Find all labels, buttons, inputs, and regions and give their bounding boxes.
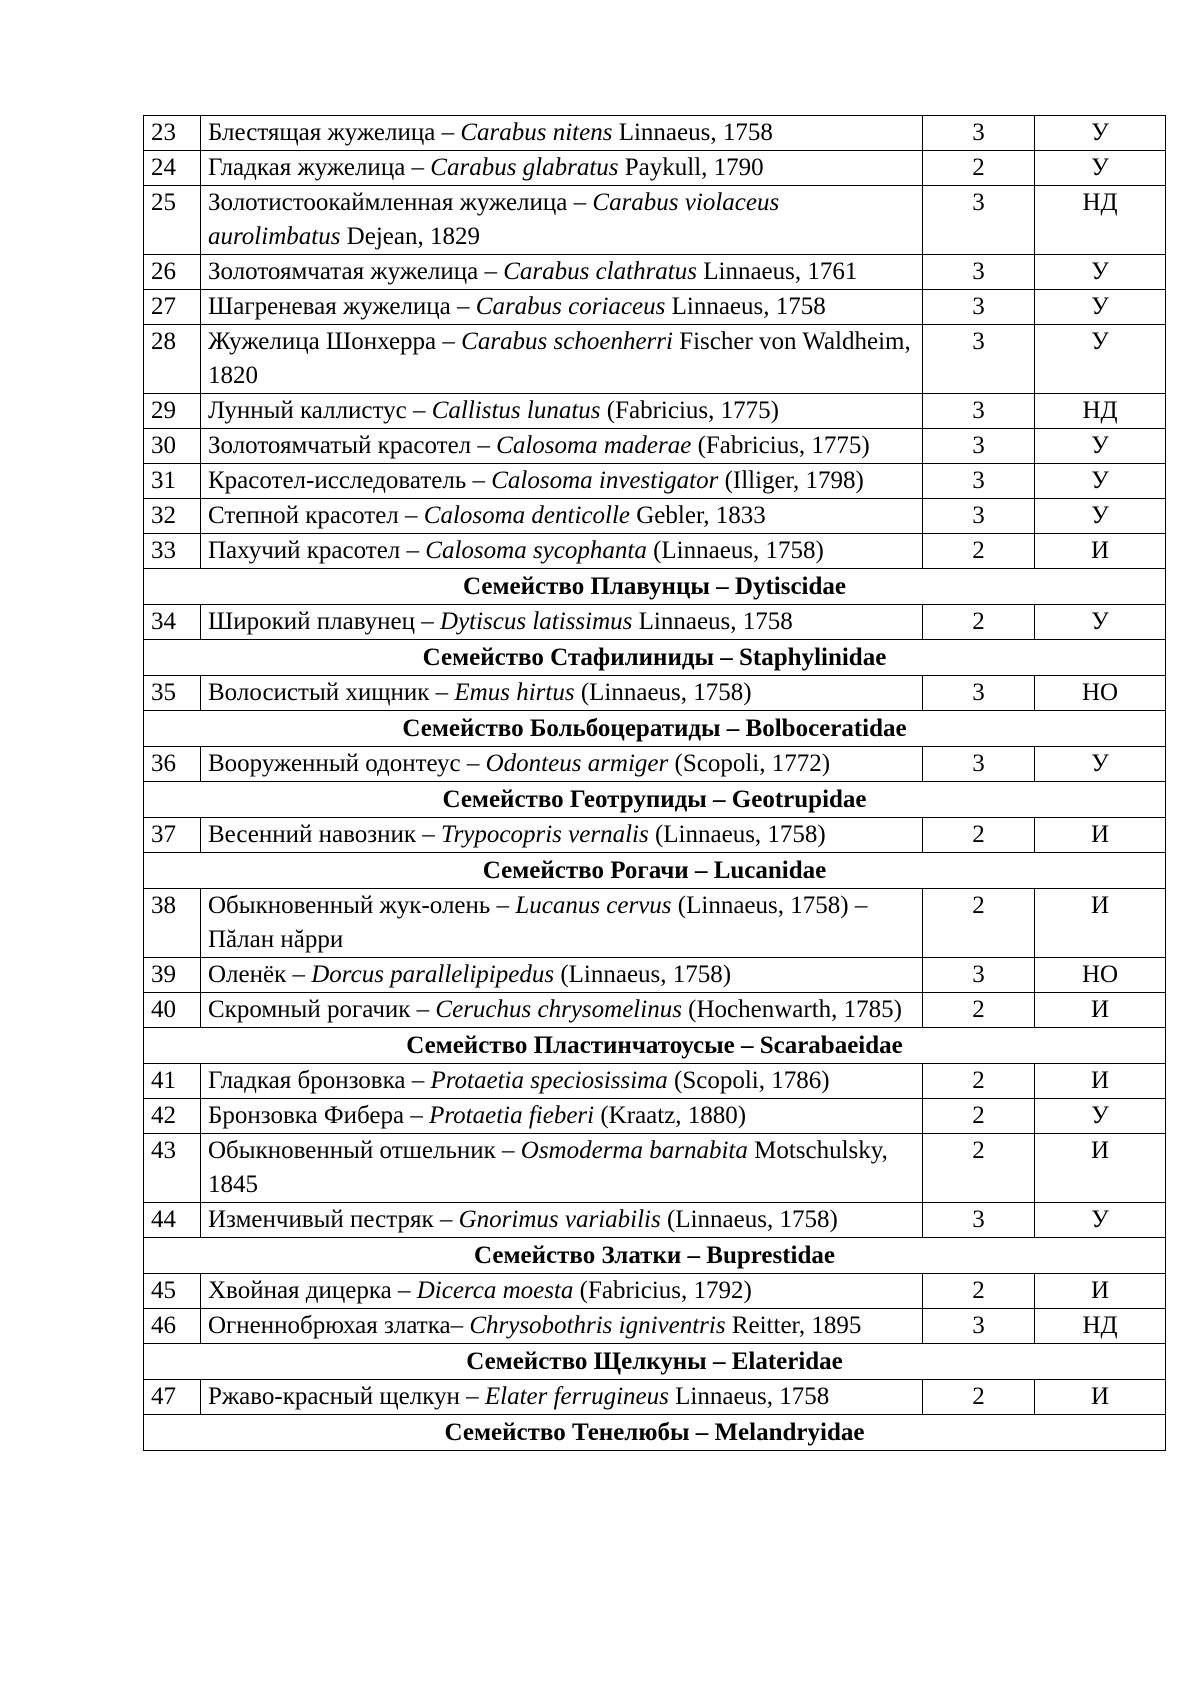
russian-name: Гладкая бронзовка – [208, 1067, 431, 1094]
russian-name: Вооруженный одонтеус – [208, 750, 486, 777]
russian-name: Жужелица Шонхерра – [208, 328, 462, 355]
species-author: (Fabricius, 1775) [691, 432, 870, 459]
species-name-cell [201, 255, 923, 290]
species-row [144, 290, 1166, 325]
rarity-category: 3 [923, 255, 1035, 290]
family-name: Семейство Тенелюбы – Melandryidae [144, 1415, 1166, 1451]
latin-name: Calosoma sycophanta [425, 537, 647, 564]
row-number: 46 [144, 1309, 201, 1344]
family-name: Семейство Геотрупиды – Geotrupidae [144, 782, 1166, 818]
species-name-cell [201, 325, 923, 394]
russian-name: Гладкая жужелица – [208, 154, 431, 181]
rarity-category: 3 [923, 325, 1035, 394]
species-name-cell [201, 499, 923, 534]
species-name-cell [201, 1274, 923, 1309]
latin-name: Callistus lunatus [431, 397, 601, 424]
species-row [144, 958, 1166, 993]
russian-name: Золотоямчатая жужелица – [208, 258, 504, 285]
species-name-cell [201, 151, 923, 186]
row-number: 40 [144, 993, 201, 1028]
latin-name: Carabus schoenherri [461, 328, 673, 355]
species-author: Dejean, 1829 [340, 223, 480, 250]
russian-name: Пахучий красотел – [208, 537, 426, 564]
species-author: (Hochenwarth, 1785) [681, 996, 902, 1023]
rarity-category: 2 [923, 818, 1035, 853]
status-code: НД [1035, 186, 1166, 255]
species-author: Linnaeus, 1758 [665, 293, 826, 320]
status-code: НО [1035, 676, 1166, 711]
rarity-category: 3 [923, 429, 1035, 464]
rarity-category: 2 [923, 1134, 1035, 1203]
species-author: Paykull, 1790 [618, 154, 764, 181]
row-number: 33 [144, 534, 201, 569]
latin-name: Emus hirtus [454, 679, 575, 706]
row-number: 47 [144, 1380, 201, 1415]
species-author: Gebler, 1833 [630, 502, 766, 529]
species-author: (Fabricius, 1775) [600, 397, 779, 424]
russian-name: Обыкновенный отшельник – [208, 1137, 521, 1164]
species-row [144, 499, 1166, 534]
species-name-cell [201, 290, 923, 325]
status-code: И [1035, 534, 1166, 569]
family-header-row [144, 640, 1166, 676]
species-row [144, 1203, 1166, 1238]
rarity-category: 3 [923, 747, 1035, 782]
species-author: (Linnaeus, 1758) [646, 537, 824, 564]
rarity-category: 3 [923, 1309, 1035, 1344]
rarity-category: 2 [923, 1064, 1035, 1099]
rarity-category: 2 [923, 1274, 1035, 1309]
species-row [144, 429, 1166, 464]
status-code: У [1035, 116, 1166, 151]
status-code: У [1035, 255, 1166, 290]
latin-name: Calosoma denticolle [423, 502, 630, 529]
row-number: 31 [144, 464, 201, 499]
russian-name: Волосистый хищник – [208, 679, 455, 706]
status-code: У [1035, 325, 1166, 394]
species-author: (Illiger, 1798) [718, 467, 864, 494]
species-name-cell [201, 534, 923, 569]
species-author: (Linnaeus, 1758) [648, 821, 826, 848]
status-code: У [1035, 464, 1166, 499]
species-author: (Scopoli, 1772) [668, 750, 831, 777]
status-code: У [1035, 747, 1166, 782]
species-row [144, 116, 1166, 151]
family-name: Семейство Щелкуны – Elateridae [144, 1344, 1166, 1380]
species-row [144, 325, 1166, 394]
status-code: У [1035, 290, 1166, 325]
latin-name: Elater ferrugineus [484, 1383, 669, 1410]
rarity-category: 3 [923, 116, 1035, 151]
rarity-category: 3 [923, 1203, 1035, 1238]
rarity-category: 2 [923, 889, 1035, 958]
species-name-cell [201, 186, 923, 255]
status-code: У [1035, 499, 1166, 534]
row-number: 38 [144, 889, 201, 958]
species-row [144, 993, 1166, 1028]
species-name-cell [201, 429, 923, 464]
species-author: Linnaeus, 1761 [696, 258, 858, 285]
russian-name: Ржаво-красный щелкун – [208, 1383, 485, 1410]
row-number: 34 [144, 605, 201, 640]
status-code: У [1035, 429, 1166, 464]
russian-name: Скромный рогачик – [208, 996, 436, 1023]
russian-name: Золотистоокаймленная жужелица – [208, 189, 593, 216]
species-row [144, 394, 1166, 429]
russian-name: Степной красотел – [208, 502, 424, 529]
family-header-row [144, 1344, 1166, 1380]
latin-name: Dorcus parallelipipedus [311, 961, 555, 988]
species-row [144, 464, 1166, 499]
species-table [143, 115, 1166, 1451]
species-row [144, 186, 1166, 255]
rarity-category: 3 [923, 394, 1035, 429]
species-author: Motschulsky, 1845 [208, 1137, 888, 1198]
status-code: НО [1035, 958, 1166, 993]
status-code: И [1035, 1274, 1166, 1309]
species-name-cell [201, 676, 923, 711]
russian-name: Блестящая жужелица – [208, 119, 461, 146]
species-name-cell [201, 1203, 923, 1238]
family-header-row [144, 1238, 1166, 1274]
latin-name: Osmoderma barnabita [520, 1137, 748, 1164]
status-code: И [1035, 1064, 1166, 1099]
species-name-cell [201, 889, 923, 958]
row-number: 26 [144, 255, 201, 290]
family-name: Семейство Больбоцератиды – Bolboceratidae [144, 711, 1166, 747]
status-code: НД [1035, 1309, 1166, 1344]
family-name: Семейство Златки – Buprestidae [144, 1238, 1166, 1274]
species-name-cell [201, 394, 923, 429]
russian-name: Хвойная дицерка – [208, 1277, 417, 1304]
russian-name: Шагреневая жужелица – [208, 293, 476, 320]
species-row [144, 818, 1166, 853]
latin-name: Carabus nitens [460, 119, 613, 146]
species-author: Reitter, 1895 [725, 1312, 862, 1339]
latin-name: Gnorimus variabilis [458, 1206, 661, 1233]
family-header-row [144, 569, 1166, 605]
species-row [144, 1380, 1166, 1415]
family-name: Семейство Стафилиниды – Staphylinidae [144, 640, 1166, 676]
species-author: (Linnaeus, 1758) – Пăлан нăрри [208, 892, 868, 953]
family-header-row [144, 1415, 1166, 1451]
rarity-category: 2 [923, 993, 1035, 1028]
species-name-cell [201, 1099, 923, 1134]
species-name-cell [201, 818, 923, 853]
species-author: Fischer von Waldheim, 1820 [208, 328, 911, 389]
latin-name: Ceruchus chrysomelinus [435, 996, 682, 1023]
row-number: 28 [144, 325, 201, 394]
status-code: И [1035, 1380, 1166, 1415]
row-number: 35 [144, 676, 201, 711]
species-author: Linnaeus, 1758 [668, 1383, 830, 1410]
row-number: 36 [144, 747, 201, 782]
species-author: (Fabricius, 1792) [573, 1277, 752, 1304]
rarity-category: 3 [923, 676, 1035, 711]
family-header-row [144, 711, 1166, 747]
latin-name: Dicerca moesta [416, 1277, 574, 1304]
species-name-cell [201, 1134, 923, 1203]
row-number: 45 [144, 1274, 201, 1309]
russian-name: Красотел-исследователь – [208, 467, 492, 494]
species-author: (Linnaeus, 1758) [554, 961, 732, 988]
latin-name: Trypocopris vernalis [441, 821, 649, 848]
family-header-row [144, 853, 1166, 889]
rarity-category: 2 [923, 534, 1035, 569]
status-code: У [1035, 1099, 1166, 1134]
row-number: 24 [144, 151, 201, 186]
rarity-category: 3 [923, 958, 1035, 993]
status-code: И [1035, 993, 1166, 1028]
species-row [144, 605, 1166, 640]
species-row [144, 255, 1166, 290]
latin-name: Lucanus cervus [515, 892, 672, 919]
russian-name: Бронзовка Фибера – [208, 1102, 430, 1129]
rarity-category: 3 [923, 290, 1035, 325]
russian-name: Весенний навозник – [208, 821, 442, 848]
latin-name: Dytiscus latissimus [440, 608, 633, 635]
family-name: Семейство Плавунцы – Dytiscidae [144, 569, 1166, 605]
species-row [144, 747, 1166, 782]
latin-name: Calosoma maderae [496, 432, 692, 459]
rarity-category: 2 [923, 605, 1035, 640]
row-number: 30 [144, 429, 201, 464]
family-header-row [144, 1028, 1166, 1064]
species-name-cell [201, 993, 923, 1028]
latin-name: Carabus violaceus aurolimbatus [208, 189, 780, 250]
species-author: (Kraatz, 1880) [594, 1102, 747, 1129]
row-number: 27 [144, 290, 201, 325]
species-author: (Linnaeus, 1758) [574, 679, 752, 706]
rarity-category: 3 [923, 186, 1035, 255]
russian-name: Огненнобрюхая златка– [208, 1312, 470, 1339]
rarity-category: 2 [923, 151, 1035, 186]
species-name-cell [201, 1380, 923, 1415]
latin-name: Protaetia fieberi [429, 1102, 595, 1129]
row-number: 32 [144, 499, 201, 534]
status-code: У [1035, 151, 1166, 186]
species-row [144, 1309, 1166, 1344]
species-name-cell [201, 116, 923, 151]
latin-name: Carabus glabratus [430, 154, 619, 181]
row-number: 42 [144, 1099, 201, 1134]
status-code: НД [1035, 394, 1166, 429]
status-code: И [1035, 889, 1166, 958]
rarity-category: 3 [923, 499, 1035, 534]
russian-name: Лунный каллистус – [208, 397, 432, 424]
row-number: 37 [144, 818, 201, 853]
row-number: 43 [144, 1134, 201, 1203]
latin-name: Odonteus armiger [485, 750, 669, 777]
species-row [144, 676, 1166, 711]
species-author: Linnaeus, 1758 [612, 119, 773, 146]
latin-name: Calosoma investigator [491, 467, 719, 494]
species-author: Linnaeus, 1758 [632, 608, 793, 635]
family-header-row [144, 782, 1166, 818]
russian-name: Обыкновенный жук-олень – [208, 892, 516, 919]
row-number: 39 [144, 958, 201, 993]
species-row [144, 151, 1166, 186]
species-name-cell [201, 958, 923, 993]
species-row [144, 1064, 1166, 1099]
latin-name: Chrysobothris igniventris [469, 1312, 726, 1339]
family-name: Семейство Рогачи – Lucanidae [144, 853, 1166, 889]
species-name-cell [201, 1309, 923, 1344]
row-number: 41 [144, 1064, 201, 1099]
species-name-cell [201, 605, 923, 640]
species-row [144, 1134, 1166, 1203]
species-name-cell [201, 1064, 923, 1099]
latin-name: Carabus clathratus [503, 258, 697, 285]
status-code: У [1035, 1203, 1166, 1238]
family-name: Семейство Пластинчатоусые – Scarabaeidae [144, 1028, 1166, 1064]
russian-name: Изменчивый пестряк – [208, 1206, 459, 1233]
species-row [144, 889, 1166, 958]
species-name-cell [201, 747, 923, 782]
species-row [144, 534, 1166, 569]
row-number: 29 [144, 394, 201, 429]
rarity-category: 2 [923, 1380, 1035, 1415]
species-author: (Linnaeus, 1758) [660, 1206, 838, 1233]
status-code: И [1035, 818, 1166, 853]
rarity-category: 2 [923, 1099, 1035, 1134]
russian-name: Оленёк – [208, 961, 312, 988]
status-code: И [1035, 1134, 1166, 1203]
row-number: 44 [144, 1203, 201, 1238]
species-author: (Scopoli, 1786) [667, 1067, 830, 1094]
latin-name: Carabus coriaceus [475, 293, 666, 320]
species-row [144, 1274, 1166, 1309]
species-table-body [144, 116, 1166, 1451]
row-number: 23 [144, 116, 201, 151]
species-row [144, 1099, 1166, 1134]
rarity-category: 3 [923, 464, 1035, 499]
status-code: У [1035, 605, 1166, 640]
russian-name: Золотоямчатый красотел – [208, 432, 497, 459]
row-number: 25 [144, 186, 201, 255]
latin-name: Protaetia speciosissima [430, 1067, 668, 1094]
species-name-cell [201, 464, 923, 499]
russian-name: Широкий плавунец – [208, 608, 441, 635]
